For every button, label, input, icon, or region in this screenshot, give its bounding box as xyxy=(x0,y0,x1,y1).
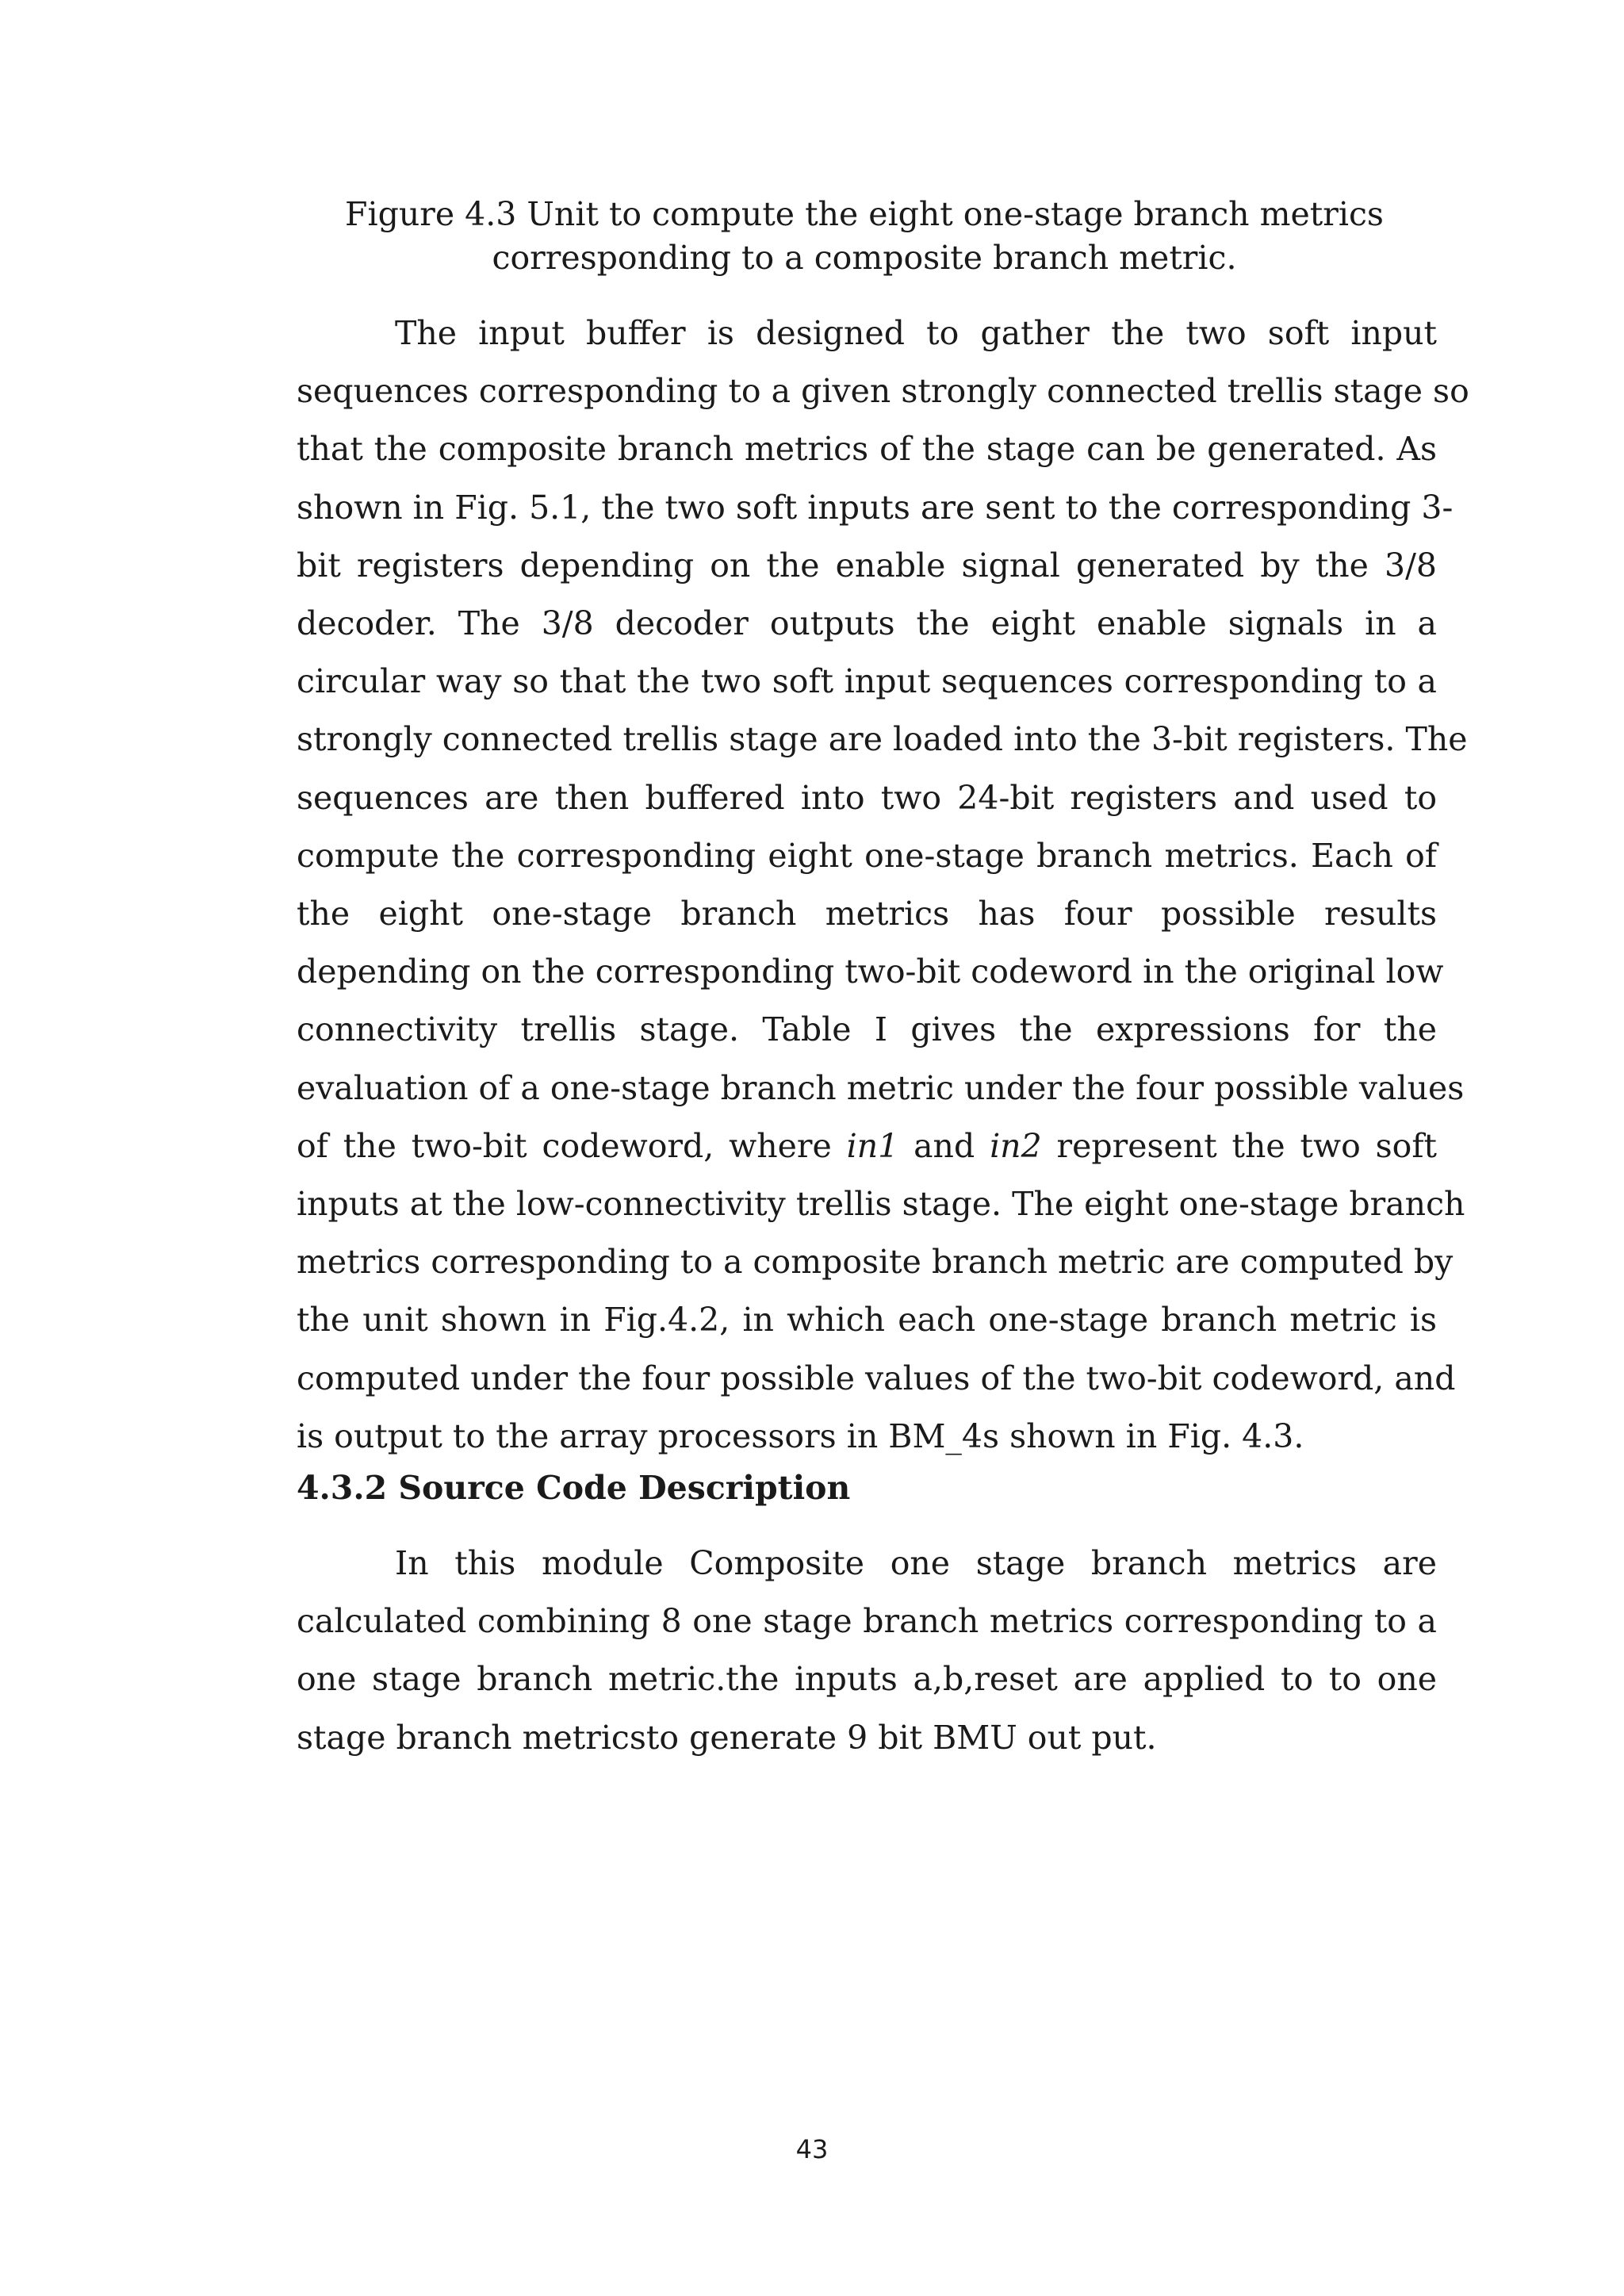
paragraph-line: is output to the array processors in BM_4s shown in Fig. 4.3. xyxy=(297,1416,1304,1455)
italic-term-in2: in2 xyxy=(990,1126,1042,1165)
paragraph-line: In this module Composite one stage branch metrics are xyxy=(395,1544,1437,1582)
paragraph-line: one stage branch metric.the inputs a,b,reset are applied to to one xyxy=(297,1660,1437,1699)
paragraph-line: the eight one-stage branch metrics has four possible results xyxy=(297,895,1437,933)
paragraph-input-buffer xyxy=(297,305,1469,1466)
paragraph-line: The input buffer is designed to gather the two soft input xyxy=(395,314,1437,352)
paragraph-line: compute the corresponding eight one-stage branch metrics. Each of xyxy=(297,836,1437,875)
paragraph-line: evaluation of a one-stage branch metric under the four possible values xyxy=(297,1068,1465,1107)
paragraph-line: stage branch metricsto generate 9 bit BMU out put. xyxy=(297,1718,1157,1757)
paragraph-line: bit registers depending on the enable signal generated by the 3/8 xyxy=(297,546,1437,585)
section-heading: 4.3.2 Source Code Description xyxy=(297,1469,851,1507)
paragraph-line: connectivity trellis stage. Table I gives the expressions for the xyxy=(297,1010,1437,1049)
paragraph-line: inputs at the low-connectivity trellis stage. The eight one-stage branch xyxy=(297,1185,1465,1224)
paragraph-line: sequences are then buffered into two 24-bit registers and used to xyxy=(297,778,1437,817)
figure-caption xyxy=(285,193,1443,280)
paragraph-line: shown in Fig. 5.1, the two soft inputs are sent to the corresponding 3- xyxy=(297,488,1454,527)
paragraph-line: circular way so that the two soft input sequences corresponding to a xyxy=(297,662,1437,701)
paragraph-line: metrics corresponding to a composite branch metric are computed by xyxy=(297,1243,1454,1282)
paragraph-line: strongly connected trellis stage are loaded into the 3-bit registers. The xyxy=(297,720,1468,759)
italic-term-in1: in1 xyxy=(846,1126,899,1165)
paragraph-line: depending on the corresponding two-bit codeword in the original low xyxy=(297,953,1444,991)
paragraph-line: computed under the four possible values of the two-bit codeword, and xyxy=(297,1359,1456,1397)
text-segment: represent the two soft xyxy=(1056,1126,1437,1165)
figure-caption-line-2: corresponding to a composite branch metric. xyxy=(492,239,1237,277)
text-segment: and xyxy=(914,1126,975,1165)
paragraph-line: calculated combining 8 one stage branch metrics corresponding to a xyxy=(297,1602,1437,1641)
figure-caption-line-1: Figure 4.3 Unit to compute the eight one-stage branch metrics xyxy=(345,195,1384,233)
text-segment: of the two-bit codeword, where xyxy=(297,1126,832,1165)
paragraph-line: decoder. The 3/8 decoder outputs the eight enable signals in a xyxy=(297,604,1437,643)
paragraph-line: that the composite branch metrics of the stage can be generated. As xyxy=(297,430,1437,469)
paragraph-line: the unit shown in Fig.4.2, in which each one-stage branch metric is xyxy=(297,1301,1437,1340)
paragraph-line-with-italics xyxy=(297,1117,1437,1175)
paragraph-source-code xyxy=(297,1535,1437,1767)
paragraph-line: sequences corresponding to a given strongly connected trellis stage so xyxy=(297,372,1469,411)
page-number: 43 xyxy=(795,2134,829,2164)
